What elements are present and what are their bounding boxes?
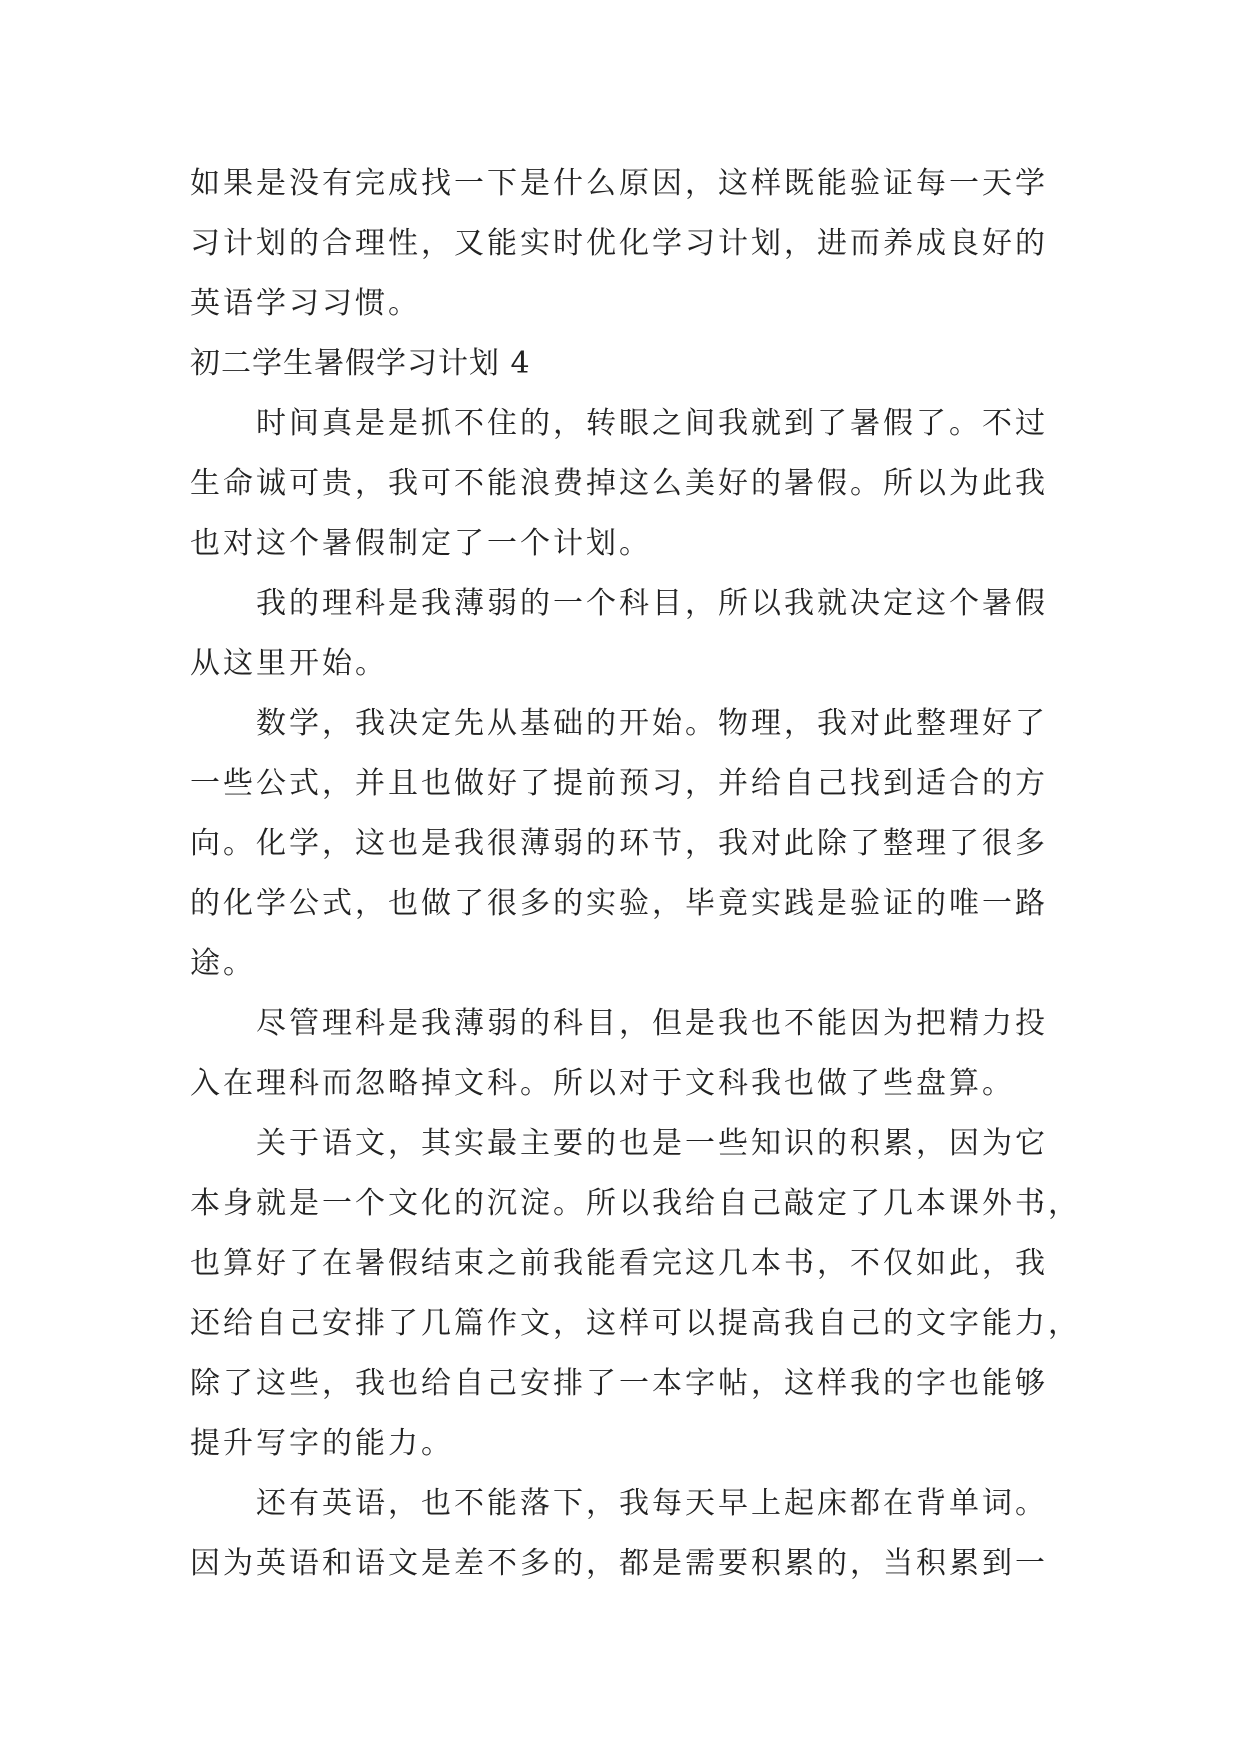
text-line: 提升写字的能力。 xyxy=(190,1426,454,1461)
text-line: 还有英语，也不能落下，我每天早上起床都在背单词。 xyxy=(256,1486,1048,1521)
text-line: 除了这些，我也给自己安排了一本字帖，这样我的字也能够 xyxy=(190,1366,1048,1401)
text-line: 我的理科是我薄弱的一个科目，所以我就决定这个暑假 xyxy=(256,586,1048,621)
text-line: 数学，我决定先从基础的开始。物理，我对此整理好了 xyxy=(256,706,1048,741)
section-heading: 初二学生暑假学习计划 4 xyxy=(190,346,531,381)
text-line: 习计划的合理性，又能实时优化学习计划，进而养成良好的 xyxy=(190,226,1048,261)
text-line: 关于语文，其实最主要的也是一些知识的积累，因为它 xyxy=(256,1126,1048,1161)
text-line: 时间真是是抓不住的，转眼之间我就到了暑假了。不过 xyxy=(256,406,1048,441)
text-line: 本身就是一个文化的沉淀。所以我给自己敲定了几本课外书， xyxy=(190,1186,1081,1221)
text-line: 也算好了在暑假结束之前我能看完这几本书，不仅如此，我 xyxy=(190,1246,1048,1281)
text-line: 英语学习习惯。 xyxy=(190,286,421,321)
text-line: 从这里开始。 xyxy=(190,646,388,681)
document-body xyxy=(190,154,1081,1594)
text-line: 向。化学，这也是我很薄弱的环节，我对此除了整理了很多 xyxy=(190,826,1048,861)
text-line: 一些公式，并且也做好了提前预习，并给自己找到适合的方 xyxy=(190,766,1048,801)
text-line: 还给自己安排了几篇作文，这样可以提高我自己的文字能力， xyxy=(190,1306,1081,1341)
text-line: 途。 xyxy=(190,946,256,981)
text-line: 入在理科而忽略掉文科。所以对于文科我也做了些盘算。 xyxy=(190,1066,1015,1101)
text-line: 的化学公式，也做了很多的实验，毕竟实践是验证的唯一路 xyxy=(190,886,1048,921)
text-line: 尽管理科是我薄弱的科目，但是我也不能因为把精力投 xyxy=(256,1006,1048,1041)
text-line: 如果是没有完成找一下是什么原因，这样既能验证每一天学 xyxy=(190,166,1048,201)
text-line: 也对这个暑假制定了一个计划。 xyxy=(190,526,652,561)
text-line: 因为英语和语文是差不多的，都是需要积累的，当积累到一 xyxy=(190,1546,1048,1581)
text-line: 生命诚可贵，我可不能浪费掉这么美好的暑假。所以为此我 xyxy=(190,466,1048,501)
